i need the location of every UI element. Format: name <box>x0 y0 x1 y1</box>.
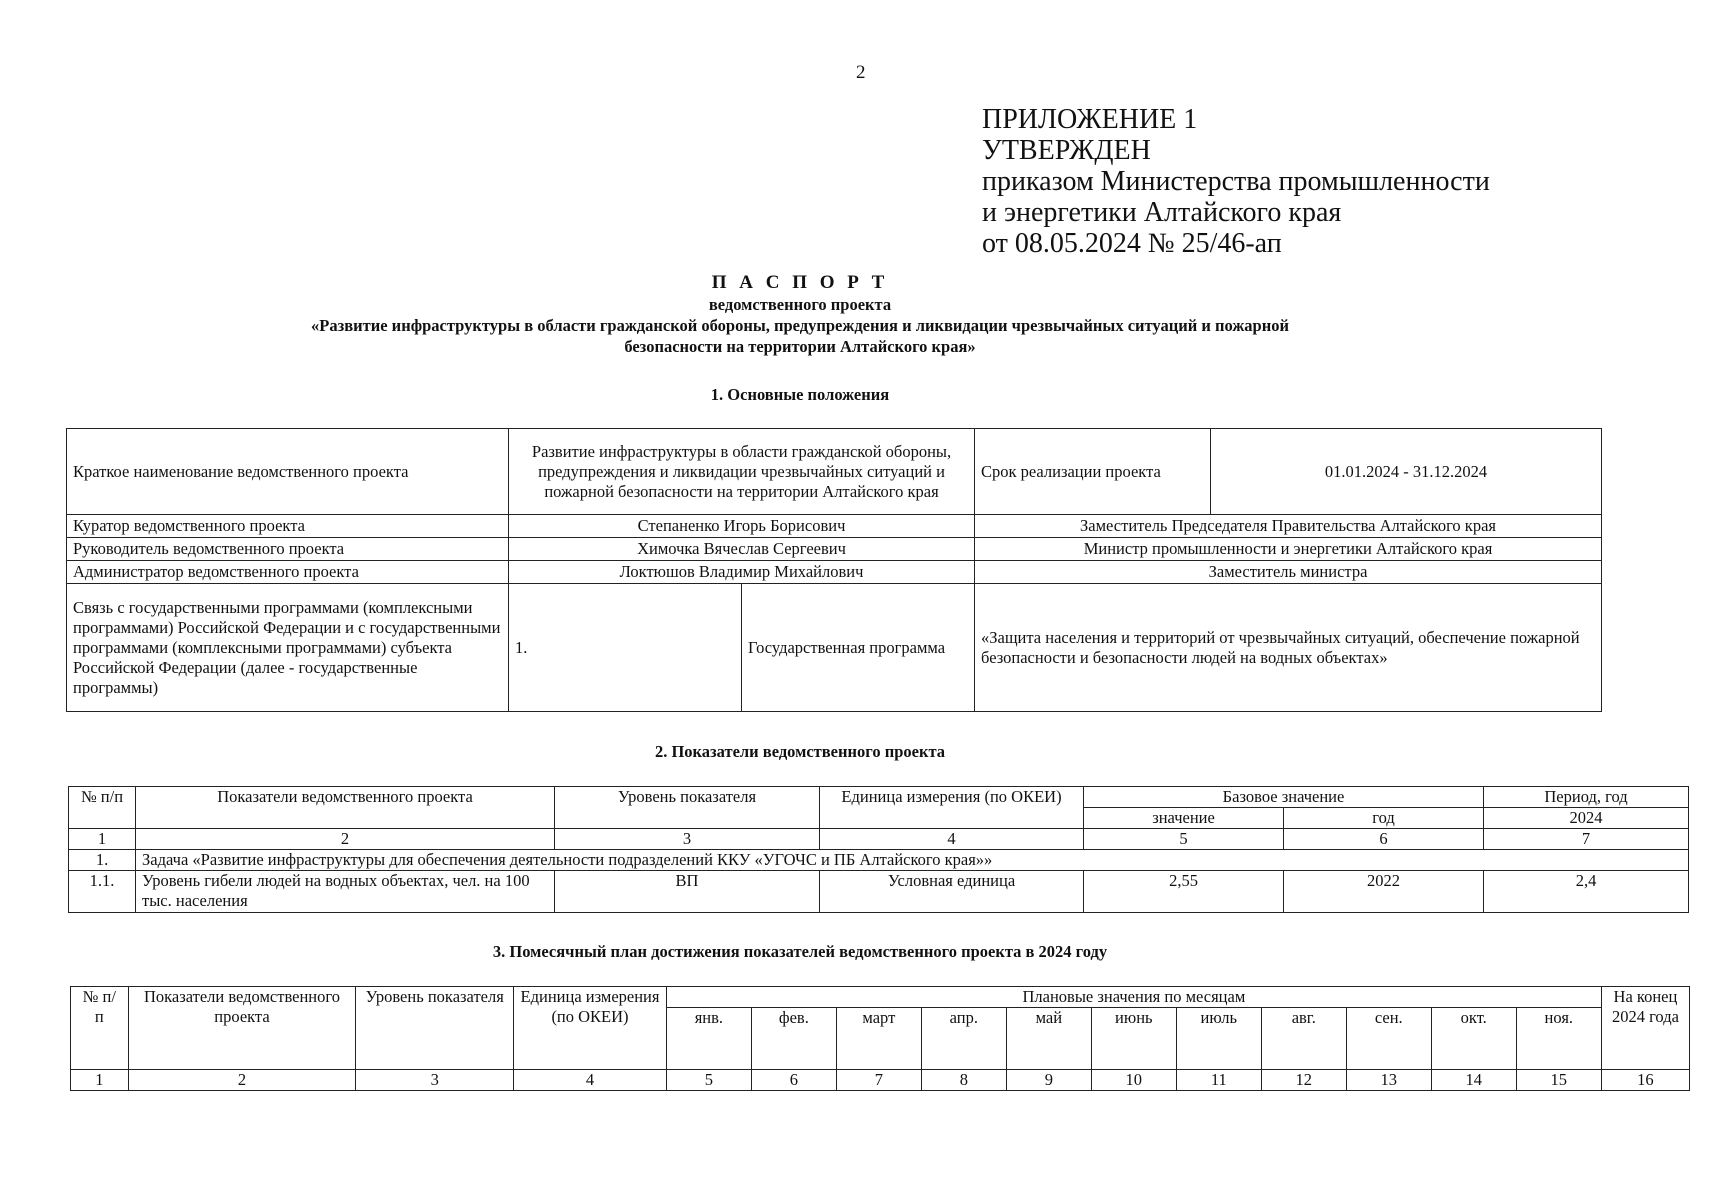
month-header: ноя. <box>1516 1008 1601 1070</box>
col-number: 7 <box>1484 829 1689 850</box>
header-end-of-year: На конец 2024 года <box>1601 987 1689 1070</box>
appendix-line: от 08.05.2024 № 25/46-ап <box>982 228 1282 259</box>
term-value: 01.01.2024 - 31.12.2024 <box>1211 429 1602 515</box>
appendix-line: ПРИЛОЖЕНИЕ 1 <box>982 104 1198 135</box>
header-level: Уровень показателя <box>356 987 514 1070</box>
col-number: 13 <box>1346 1070 1431 1091</box>
col-number: 5 <box>1084 829 1284 850</box>
head-name: Химочка Вячеслав Сергеевич <box>509 538 975 561</box>
col-number: 5 <box>666 1070 751 1091</box>
col-number: 9 <box>1006 1070 1091 1091</box>
col-number: 1 <box>69 829 136 850</box>
month-header: янв. <box>666 1008 751 1070</box>
col-number: 16 <box>1601 1070 1689 1091</box>
curator-position: Заместитель Председателя Правительства Алтайского края <box>975 515 1602 538</box>
month-header: фев. <box>751 1008 836 1070</box>
appendix-line: приказом Министерства промышленности <box>982 166 1490 197</box>
col-number: 3 <box>356 1070 514 1091</box>
col-number: 14 <box>1431 1070 1516 1091</box>
col-number: 7 <box>836 1070 921 1091</box>
row-unit: Условная единица <box>820 871 1084 913</box>
col-number: 10 <box>1091 1070 1176 1091</box>
column-number-row <box>69 829 1689 850</box>
header-num: № п/ п <box>71 987 129 1070</box>
section1-heading: 1. Основные положения <box>710 385 890 404</box>
appendix-line: и энергетики Алтайского края <box>982 197 1342 228</box>
admin-name: Локтюшов Владимир Михайлович <box>509 561 975 584</box>
month-header: авг. <box>1261 1008 1346 1070</box>
task-row <box>69 850 1689 871</box>
month-header: сен. <box>1346 1008 1431 1070</box>
main-provisions-table <box>66 428 1602 712</box>
project-name-line: безопасности на территории Алтайского края» <box>624 337 976 356</box>
col-number: 6 <box>1284 829 1484 850</box>
header-unit: Единица измерения (по ОКЕИ) <box>514 987 667 1070</box>
header-num: № п/п <box>69 787 136 829</box>
passport-title: П А С П О Р Т <box>711 272 889 293</box>
month-header: май <box>1006 1008 1091 1070</box>
col-number: 4 <box>514 1070 667 1091</box>
header-planned-values: Плановые значения по месяцам <box>666 987 1601 1008</box>
admin-label: Администратор ведомственного проекта <box>67 561 509 584</box>
program-link-type: Государственная программа <box>742 584 975 712</box>
table-row <box>67 561 1602 584</box>
table-row <box>67 538 1602 561</box>
row-level: ВП <box>555 871 820 913</box>
header-level: Уровень показателя <box>555 787 820 829</box>
table-row <box>69 871 1689 913</box>
col-number: 15 <box>1516 1070 1601 1091</box>
admin-position: Заместитель министра <box>975 561 1602 584</box>
row-indicator: Уровень гибели людей на водных объектах, чел. на 100 тыс. населения <box>136 871 555 913</box>
col-number: 1 <box>71 1070 129 1091</box>
header-base: Базовое значение <box>1084 787 1484 808</box>
header-period-year: 2024 <box>1484 808 1689 829</box>
program-link-name: «Защита населения и территорий от чрезвычайных ситуаций, обеспечение пожарной безопасности и безопасности людей на водных объектах» <box>975 584 1602 712</box>
document-title <box>60 272 1540 357</box>
row-period-value: 2,4 <box>1484 871 1689 913</box>
table-row <box>69 787 1689 808</box>
row-base-year: 2022 <box>1284 871 1484 913</box>
section2-heading: 2. Показатели ведомственного проекта <box>654 742 946 761</box>
header-base-year: год <box>1284 808 1484 829</box>
col-number: 8 <box>921 1070 1006 1091</box>
short-name-label: Краткое наименование ведомственного проекта <box>67 429 509 515</box>
col-number: 4 <box>820 829 1084 850</box>
page-number: 2 <box>856 62 866 83</box>
table-row <box>67 429 1602 515</box>
curator-name: Степаненко Игорь Борисович <box>509 515 975 538</box>
table-row <box>67 515 1602 538</box>
header-base-value: значение <box>1084 808 1284 829</box>
table-row <box>71 987 1690 1008</box>
month-header: июль <box>1176 1008 1261 1070</box>
project-name-line: «Развитие инфраструктуры в области гражданской обороны, предупреждения и ликвидации чрезвычайных ситуаций и пожарной <box>311 316 1289 335</box>
curator-label: Куратор ведомственного проекта <box>67 515 509 538</box>
header-period: Период, год <box>1484 787 1689 808</box>
col-number: 6 <box>751 1070 836 1091</box>
month-header: март <box>836 1008 921 1070</box>
col-number: 12 <box>1261 1070 1346 1091</box>
col-number: 3 <box>555 829 820 850</box>
task-text: Задача «Развитие инфраструктуры для обеспечения деятельности подразделений ККУ «УГОЧС и ПБ Алтайского края»» <box>136 850 1689 871</box>
short-name-value: Развитие инфраструктуры в области гражданской обороны, предупреждения и ликвидации чрезвычайных ситуаций и пожарной безопасности на территории Алтайского края <box>509 429 975 515</box>
header-unit: Единица измерения (по ОКЕИ) <box>820 787 1084 829</box>
month-header: апр. <box>921 1008 1006 1070</box>
indicators-table <box>68 786 1689 913</box>
monthly-plan-table <box>70 986 1690 1091</box>
head-label: Руководитель ведомственного проекта <box>67 538 509 561</box>
section3-heading: 3. Помесячный план достижения показателей ведомственного проекта в 2024 году <box>492 942 1108 961</box>
program-link-label: Связь с государственными программами (комплексными программами) Российской Федерации и с государственными программами (комплексными программами) субъекта Российской Федерации (далее - государственные программы) <box>67 584 509 712</box>
column-number-row <box>71 1070 1690 1091</box>
passport-subtitle: ведомственного проекта <box>708 295 892 314</box>
approval-stamp-block <box>982 104 1490 259</box>
row-base-value: 2,55 <box>1084 871 1284 913</box>
col-number: 2 <box>136 829 555 850</box>
row-number: 1.1. <box>69 871 136 913</box>
header-indicator: Показатели ведомственного проекта <box>128 987 356 1070</box>
month-header: окт. <box>1431 1008 1516 1070</box>
term-label: Срок реализации проекта <box>975 429 1211 515</box>
table-row <box>67 584 1602 712</box>
appendix-line: УТВЕРЖДЕН <box>982 135 1151 166</box>
head-position: Министр промышленности и энергетики Алтайского края <box>975 538 1602 561</box>
header-indicator: Показатели ведомственного проекта <box>136 787 555 829</box>
col-number: 11 <box>1176 1070 1261 1091</box>
program-link-number: 1. <box>509 584 742 712</box>
col-number: 2 <box>128 1070 356 1091</box>
task-number: 1. <box>69 850 136 871</box>
month-header: июнь <box>1091 1008 1176 1070</box>
